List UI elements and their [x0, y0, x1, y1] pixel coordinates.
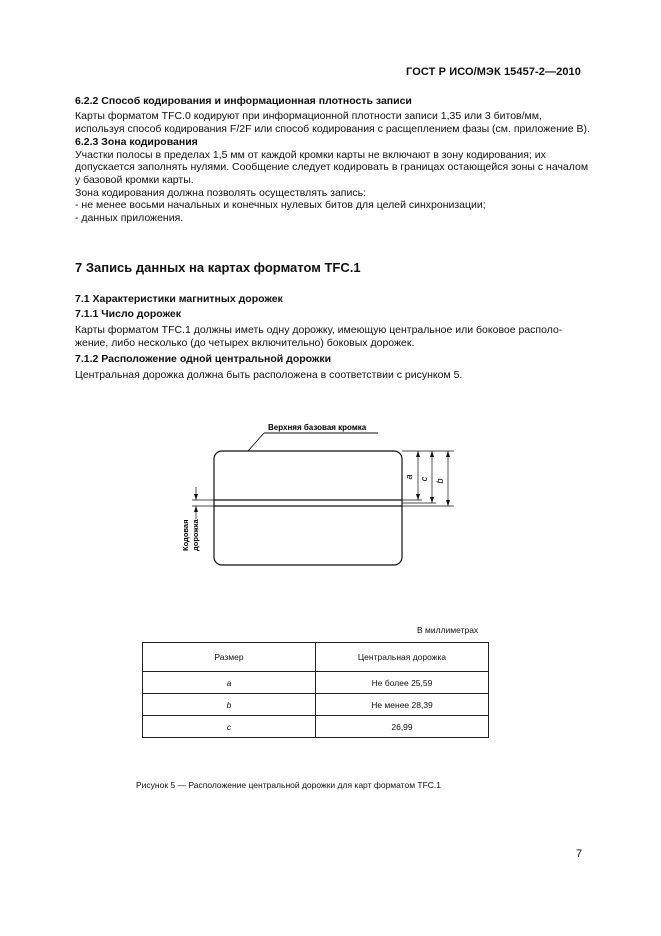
- section-6-2-3-text-line3: у базовой кромки карты.: [75, 174, 194, 186]
- table-cell-size: a: [143, 672, 316, 694]
- list-item-1: - не менее восьми начальных и конечных нулевых битов для целей синхронизации;: [75, 199, 486, 211]
- dimension-label-b: b: [435, 478, 445, 484]
- table-cell-size: b: [143, 694, 316, 716]
- leader-line: [248, 433, 264, 451]
- dimension-label-a: a: [404, 474, 414, 480]
- section-7-1-1-title: 7.1.1 Число дорожек: [75, 308, 181, 320]
- top-edge-label: Верхняя базовая кромка: [268, 423, 367, 432]
- table-cell-value: Не менее 28,39: [316, 694, 489, 716]
- arrow-c-top: [430, 451, 434, 457]
- document-header: ГОСТ Р ИСО/МЭК 15457-2—2010: [406, 66, 581, 78]
- table-cell-value: Не более 25,59: [316, 672, 489, 694]
- page-number: 7: [576, 848, 583, 860]
- dimension-label-c: c: [419, 476, 429, 482]
- section-7-1-2-text: Центральная дорожка должна быть расположена в соответствии с рисунком 5.: [75, 369, 463, 381]
- table-units: В миллиметрах: [417, 625, 479, 635]
- arrow-a-top: [416, 451, 420, 457]
- table-cell-size: c: [143, 716, 316, 738]
- section-6-2-3-text-p2: Зона кодирования должна позволять осуществлять запись:: [75, 187, 366, 199]
- section-6-2-3-title: 6.2.3 Зона кодирования: [75, 136, 198, 148]
- table-row: [143, 716, 489, 738]
- arrow-b-bottom: [446, 500, 450, 506]
- section-6-2-3-text-line2: допускается заполнять нулями. Сообщение следует кодировать в границах остающейся зоны с началом: [75, 161, 589, 173]
- arrow-a-bottom: [416, 494, 420, 500]
- section-7-1-1-text-line2: жение, либо несколько (до четырех включительно) боковых дорожек.: [75, 337, 415, 349]
- table-cell-value: 26,99: [316, 716, 489, 738]
- dimensions-table: [142, 642, 489, 738]
- section-7-1-1-text-line1: Карты форматом TFC.1 должны иметь одну дорожку, имеющую центральное или боковое располо-: [75, 324, 563, 336]
- table-row: [143, 672, 489, 694]
- arrow-c-bottom: [430, 497, 434, 503]
- section-7-1-title: 7.1 Характеристики магнитных дорожек: [75, 293, 283, 305]
- table-header-row: [143, 643, 489, 672]
- section-7-title: 7 Запись данных на картах форматом TFC.1: [75, 260, 361, 275]
- track-label-line1: Кодовая: [181, 519, 190, 551]
- table-row: [143, 694, 489, 716]
- list-item-2: - данных приложения.: [75, 212, 184, 224]
- section-6-2-2-title: 6.2.2 Способ кодирования и информационная плотность записи: [75, 95, 412, 107]
- card-track-figure: [160, 415, 480, 575]
- section-7-1-2-title: 7.1.2 Расположение одной центральной дорожки: [75, 353, 332, 365]
- table-header-track: Центральная дорожка: [316, 643, 489, 672]
- table-header-size: Размер: [143, 643, 316, 672]
- arrow-track-top: [194, 494, 198, 500]
- section-6-2-2-text-line1: Карты форматом TFC.0 кодируют при информационной плотности записи 1,35 или 3 битов/мм,: [75, 110, 542, 122]
- figure-caption: Рисунок 5 — Расположение центральной дорожки для карт форматом TFC.1: [136, 780, 442, 790]
- track-label-line2: дорожка: [191, 519, 200, 551]
- section-6-2-3-text-line1: Участки полосы в пределах 1,5 мм от каждой кромки карты не включают в зону кодирования; их: [75, 149, 546, 161]
- card-outline: [214, 451, 402, 565]
- section-6-2-2-text-line2: используя способ кодирования F/2F или способ кодирования с расщеплением фазы (см. приложение B).: [75, 123, 590, 135]
- arrow-track-bottom: [194, 506, 198, 512]
- arrow-b-top: [446, 451, 450, 457]
